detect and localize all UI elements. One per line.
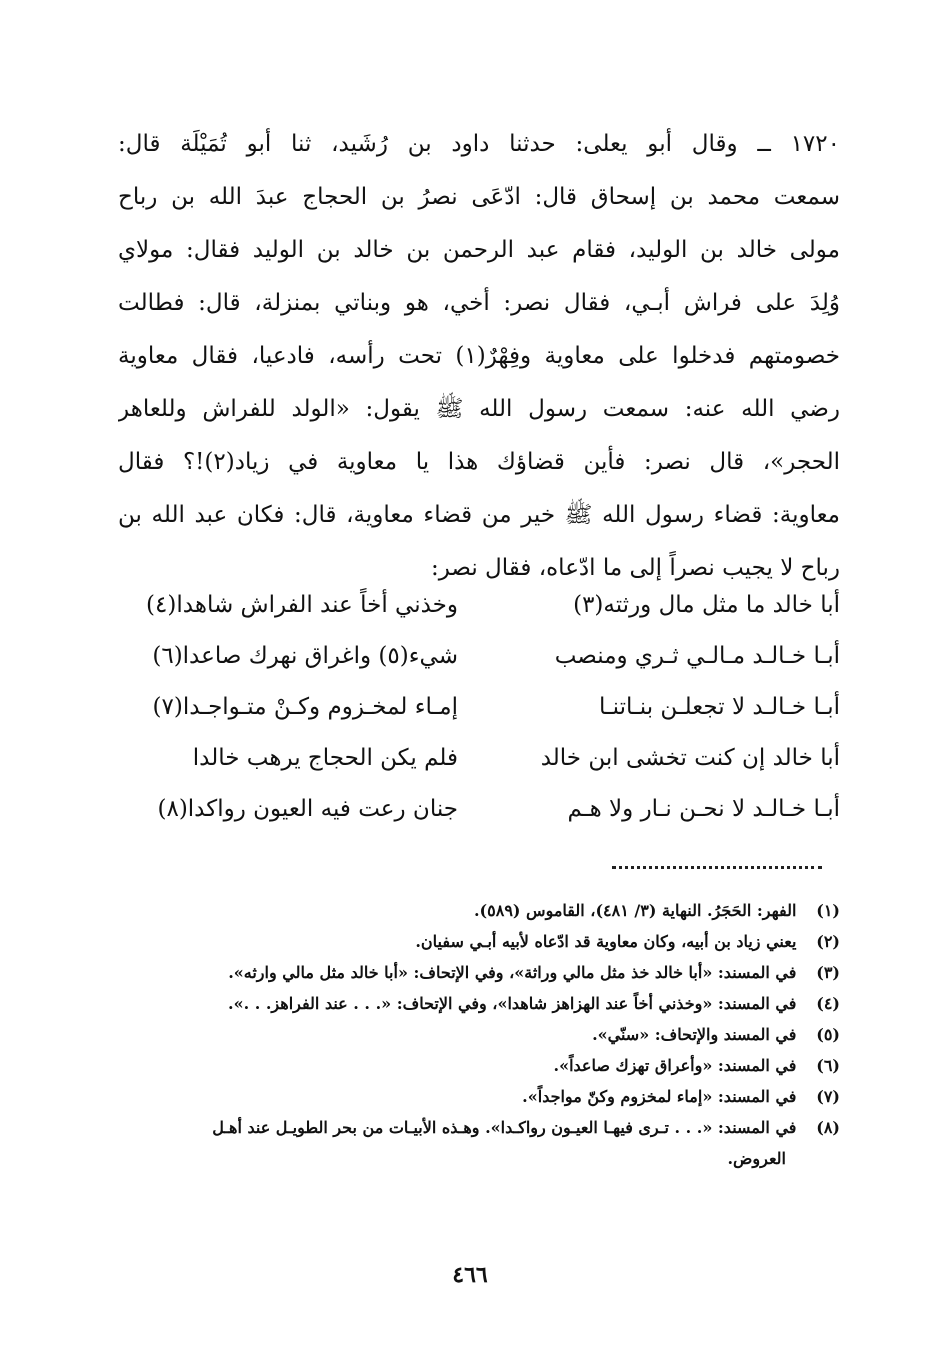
verse-second-hemistich: شيء(٥) واغراق نهرك صاعدا(٦) bbox=[152, 643, 458, 669]
verse-second-hemistich: جنان رعت فيه العيون رواكدا(٨) bbox=[157, 796, 458, 822]
poem-verse bbox=[118, 580, 840, 631]
footnote-number: (٨) bbox=[816, 1118, 840, 1137]
verse-first-hemistich: أبـا خـالـد مـالـي ثـري ومنصب bbox=[554, 643, 840, 669]
paragraph-line: رضي الله عنه: سمعت رسول الله ﷺ يقول: «الولد للفراش وللعاهر bbox=[118, 396, 840, 422]
paragraph-line: معاوية: قضاء رسول الله ﷺ خير من قضاء معاوية، قال: فكان عبد الله بن bbox=[118, 502, 840, 528]
paragraph-line: خصومتهم فدخلوا على معاوية وفِهْرٌ(١) تحت رأسه، فادعيا، فقال معاوية bbox=[118, 343, 840, 369]
footnote-text: الفهر: الحَجَرُ. النهاية (٣/ ٤٨١)، القاموس (٥٨٩). bbox=[473, 901, 797, 920]
footnote-text: في المسند: «وأعراق تهزك صاعداً». bbox=[553, 1056, 797, 1075]
verse-second-hemistich: فلم يكن الحجاج يرهب خالدا bbox=[192, 745, 458, 771]
hadith-paragraph bbox=[118, 118, 840, 595]
footnote bbox=[110, 1019, 840, 1050]
footnote-text: في المسند: «وخذني أخاً عند الهزاهز شاهدا»، وفي الإتحاف: «. . . عند الفراهز. . .». bbox=[228, 994, 797, 1013]
footnote-number: (٧) bbox=[816, 1087, 840, 1106]
footnote bbox=[110, 957, 840, 988]
footnote-text: في المسند: «. . . تـرى فيهـا العيـون رواكـدا». وهـذه الأبيـات من بحر الطويـل عند أهـل bbox=[212, 1118, 797, 1137]
footnote bbox=[110, 1050, 840, 1081]
page-number: ٤٦٦ bbox=[452, 1262, 488, 1288]
poem-verse bbox=[118, 733, 840, 784]
poem-verse bbox=[118, 784, 840, 835]
footnote-number: (٢) bbox=[816, 932, 840, 951]
verse-first-hemistich: أبا خالد ما مثل مال ورثته(٣) bbox=[573, 592, 840, 618]
footnote-text: في المسند: «أبا خالد خذ مثل مالي وراثة»، وفي الإتحاف: «أبا خالد مثل مالي وارثه». bbox=[228, 963, 797, 982]
poem-verse bbox=[118, 631, 840, 682]
paragraph-line: سمعت محمد بن إسحاق قال: ادّعَى نصرُ بن الحجاج عبدَ الله بن رباح bbox=[118, 184, 840, 210]
footnote bbox=[110, 895, 840, 926]
verse-first-hemistich: أبـا خـالـد لا تجعلـن بنـاتنـا bbox=[598, 694, 840, 720]
footnote bbox=[110, 1112, 840, 1143]
verse-second-hemistich: وخذني أخاً عند الفراش شاهدا(٤) bbox=[146, 592, 458, 618]
poem bbox=[118, 580, 840, 835]
footnote bbox=[110, 1081, 840, 1112]
paragraph-line: وُلِدَ على فراش أبـي، فقال نصر: أخي، هو وبناتي بمنزلة، قال: فطالت bbox=[118, 290, 840, 316]
footnote-number: (٣) bbox=[816, 963, 840, 982]
footnote-number: (٤) bbox=[816, 994, 840, 1013]
paragraph-line: ١٧٢٠ ــ وقال أبو يعلى: حدثنا داود بن رُشَيد، ثنا أبو تُمَيْلَة قال: bbox=[118, 131, 840, 157]
verse-second-hemistich: إمـاء لمخـزوم وكـنْ متـواجـدا(٧) bbox=[152, 694, 458, 720]
footnotes bbox=[110, 895, 840, 1174]
footnote-number: (١) bbox=[816, 901, 840, 920]
footnote-text: في المسند والإتحاف: «سنّي». bbox=[592, 1025, 797, 1044]
footnote-divider bbox=[612, 866, 822, 869]
footnote-text: في المسند: «إماء لمخزوم وكنّ مواجداً». bbox=[522, 1087, 797, 1106]
footnote-number: (٦) bbox=[816, 1056, 840, 1075]
footnote-text: يعني زياد بن أبيه، وكان معاوية قد ادّعاه لأبيه أبـي سفيان. bbox=[415, 932, 797, 951]
footnote-number: (٥) bbox=[816, 1025, 840, 1044]
footnote bbox=[110, 988, 840, 1019]
verse-first-hemistich: أبـا خـالـد لا نحـن نـار ولا هـم bbox=[567, 796, 840, 822]
paragraph-line: الحجر»، قال نصر: فأين قضاؤك هذا يا معاوية في زياد(٢)!؟ فقال bbox=[118, 449, 840, 475]
footnote bbox=[110, 926, 840, 957]
footnote-continuation: العروض. bbox=[727, 1149, 786, 1168]
paragraph-line: رباح لا يجيب نصراً إلى ما ادّعاه، فقال نصر: bbox=[430, 555, 840, 581]
verse-first-hemistich: أبا خالد إن كنت تخشى ابن خالد bbox=[540, 745, 840, 771]
paragraph-line: مولى خالد بن الوليد، فقام عبد الرحمن بن خالد بن الوليد فقال: مولاي bbox=[118, 237, 840, 263]
poem-verse bbox=[118, 682, 840, 733]
